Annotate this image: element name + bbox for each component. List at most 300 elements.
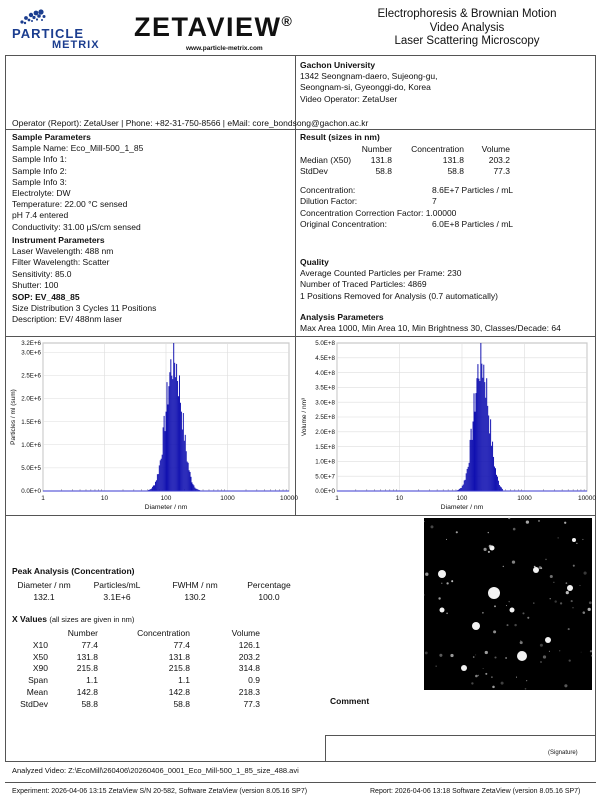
histogram-bar	[191, 482, 192, 491]
institution-name: Gachon University	[300, 60, 376, 70]
histogram-bar	[164, 416, 165, 491]
quality-line-3: 1 Positions Removed for Analysis (0.7 automatically)	[300, 290, 498, 301]
ccf-value: 1.00000	[425, 207, 457, 218]
histogram-bar	[501, 487, 502, 491]
xvalues-row-number: 142.8	[76, 686, 98, 697]
xvalues-row-volume: 203.2	[238, 651, 260, 662]
institution-block	[300, 60, 438, 105]
xvalues-row-label: Mean	[26, 686, 48, 697]
table-row	[12, 675, 260, 687]
particle-dot	[525, 688, 527, 690]
particle-dot	[558, 537, 559, 538]
histogram-bar	[478, 379, 479, 491]
histogram-bar	[194, 488, 195, 491]
particle-dot	[568, 587, 570, 589]
histogram-bar	[193, 485, 194, 491]
particle-dot	[550, 598, 551, 599]
particle-dot	[533, 567, 539, 573]
xvalues-header-concentration: Concentration	[137, 628, 190, 638]
analysis-block	[300, 312, 561, 334]
particle-dot	[446, 539, 447, 540]
histogram-bar	[484, 382, 485, 491]
concentration-value: 8.6E+7 Particles / mL	[432, 185, 514, 196]
table-row	[12, 640, 260, 652]
particle-dot	[488, 532, 489, 533]
particle-dot	[516, 677, 517, 678]
particle-dot	[564, 522, 566, 524]
original-concentration-label: Original Concentration:	[300, 218, 387, 229]
particle-dot	[540, 661, 541, 662]
signature-box	[325, 735, 596, 762]
volume-distribution-chart	[297, 338, 595, 514]
particle-dot	[584, 572, 587, 575]
y-tick-label: 4.5E+8	[315, 355, 335, 362]
histogram-bar	[477, 364, 478, 491]
particle-dot	[501, 682, 504, 685]
histogram-bar	[155, 482, 156, 491]
peak-header-particles: Particles/mL	[93, 580, 141, 590]
sample-title: Sample Parameters	[12, 132, 91, 142]
table-row	[12, 687, 260, 699]
quality-line-1: Average Counted Particles per Frame: 230	[300, 268, 462, 279]
xvalues-heading	[12, 614, 134, 625]
histogram-bar	[488, 415, 489, 491]
y-tick-label: 1.0E+6	[21, 441, 41, 449]
y-tick-label: 1.5E+8	[315, 443, 335, 451]
particle-dot	[583, 611, 586, 614]
y-tick-label: 5.0E+5	[21, 465, 41, 473]
particle-dot	[438, 570, 446, 578]
histogram-bar	[165, 431, 166, 491]
x-tick-label: 10	[395, 495, 404, 502]
particle-dot	[450, 654, 453, 657]
particle-dot	[559, 650, 560, 651]
x-tick-label: 1	[335, 495, 339, 502]
histogram-bar	[170, 359, 171, 491]
xvalues-table	[12, 628, 260, 711]
histogram-bar	[475, 393, 476, 491]
xvalues-row-volume: 77.3	[243, 698, 260, 709]
histogram-bar	[177, 381, 178, 491]
histogram-bar	[481, 364, 482, 491]
particle-dot	[540, 644, 543, 647]
histogram-bar	[471, 429, 472, 491]
analysis-title: Analysis Parameters	[300, 312, 384, 322]
instrument-line-3: Sensitivity: 85.0	[12, 268, 72, 279]
peak-percentage: 100.0	[258, 591, 280, 602]
particle-dot	[507, 624, 509, 626]
comment-label: Comment	[330, 696, 370, 706]
histogram-bar	[473, 422, 474, 491]
xvalues-header-number: Number	[67, 628, 98, 638]
sop-title: SOP: EV_488_85	[12, 292, 80, 302]
x-tick-label: 1000	[517, 495, 532, 502]
original-concentration-row	[300, 219, 590, 230]
histogram-bar	[462, 486, 463, 491]
result-header-volume: Volume	[481, 144, 510, 155]
particle-dot	[545, 559, 547, 561]
xvalues-subtitle: (all sizes are given in nm)	[49, 615, 135, 624]
sample-line-5: Electrolyte: DW	[12, 188, 71, 199]
xvalues-row-conc: 215.8	[168, 663, 190, 674]
histogram-bar	[485, 398, 486, 491]
particle-dot	[483, 668, 484, 669]
x-tick-label: 10000	[279, 495, 299, 502]
particle-dot	[436, 666, 437, 667]
divider-vertical-charts	[295, 336, 296, 515]
histogram-bar	[490, 419, 491, 491]
particle-dot	[472, 622, 480, 630]
histogram-bar	[154, 485, 155, 491]
histogram-bar	[167, 382, 168, 491]
histogram-bar	[163, 427, 164, 491]
particle-dot	[517, 651, 527, 661]
peak-table	[12, 580, 306, 603]
dilution-label: Dilution Factor:	[300, 196, 358, 207]
histogram-bar	[480, 343, 481, 491]
histogram-bar	[188, 463, 189, 491]
x-tick-label: 100	[160, 495, 172, 502]
peak-header-row	[12, 580, 306, 592]
experiment-line: Experiment: 2026-04-06 13:15 ZetaView S/N 20-582, Software ZetaView (version 8.05.16 SP7)	[12, 788, 308, 795]
particle-dot	[485, 673, 487, 675]
institution-line-2: Seongnam-si, Gyeonggi-do, Korea	[300, 82, 431, 93]
particle-dot	[514, 624, 516, 626]
table-row	[12, 592, 306, 604]
particle-dot	[588, 608, 591, 611]
xvalues-row-conc: 58.8	[173, 698, 190, 709]
histogram-bar	[167, 404, 168, 491]
particle-dot	[473, 656, 475, 658]
peak-title: Peak Analysis (Concentration)	[12, 566, 135, 576]
header-title	[342, 8, 592, 49]
particle-dot	[505, 657, 507, 659]
y-tick-label: 2.5E+8	[315, 414, 335, 422]
particle-dot	[550, 575, 553, 578]
xvalues-row-conc: 77.4	[173, 639, 190, 650]
particle-dot	[569, 659, 571, 661]
sample-line-1: Sample Name: Eco_Mill-500_1_85	[12, 143, 144, 154]
table-row	[300, 155, 510, 166]
quality-block	[300, 257, 498, 302]
y-tick-label: 3.5E+8	[315, 384, 335, 392]
product-title: ZETAVIEW	[134, 12, 282, 42]
particle-dot	[493, 630, 496, 633]
histogram-bar	[168, 386, 169, 491]
histogram-bar	[179, 375, 180, 491]
result-row-volume: 77.3	[493, 166, 510, 177]
xvalues-row-label: Span	[28, 675, 48, 686]
x-tick-label: 10000	[577, 495, 597, 502]
particle-dot	[519, 651, 521, 653]
particle-dot	[489, 545, 492, 548]
sample-line-2: Sample Info 1:	[12, 154, 67, 165]
histogram-bar	[159, 465, 160, 491]
histogram-bar	[178, 396, 179, 491]
result-title: Result (sizes in nm)	[300, 132, 380, 142]
histogram-bar	[176, 364, 177, 491]
particle-dot	[425, 573, 428, 576]
sop-line-2: Description: EV/ 488nm laser	[12, 314, 123, 325]
histogram-bar	[162, 455, 163, 491]
histogram-bar	[491, 446, 492, 491]
sop-parameters	[12, 292, 156, 326]
sample-line-8: Conductivity: 31.00 µS/cm sensed	[12, 221, 141, 232]
result-row-conc: 131.8	[442, 155, 464, 166]
y-axis-label: Particles / ml (sum)	[10, 389, 17, 445]
histogram-bar	[498, 481, 499, 491]
particle-dot	[441, 583, 442, 584]
particle-dot	[545, 637, 551, 643]
sop-line-1: Size Distribution 3 Cycles 11 Positions	[12, 303, 157, 314]
result-row-number: 58.8	[375, 166, 392, 177]
concentration-row	[300, 185, 590, 196]
histogram-bar	[495, 468, 496, 491]
histogram-bar	[464, 480, 465, 491]
histogram-bar	[153, 485, 154, 491]
histogram-bar	[468, 467, 469, 491]
sample-parameters	[12, 132, 143, 233]
particle-dot	[439, 654, 442, 657]
histogram-bar	[489, 433, 490, 491]
quality-line-2: Number of Traced Particles: 4869	[300, 279, 427, 290]
particle-dot	[440, 608, 445, 613]
y-tick-label: 3.0E+6	[21, 349, 41, 357]
peak-header-diameter: Diameter / nm	[17, 580, 71, 590]
particle-dot	[573, 565, 575, 567]
histogram-bar	[180, 403, 181, 491]
result-row-number: 131.8	[370, 155, 392, 166]
x-tick-label: 1000	[220, 495, 235, 502]
histogram-bar	[467, 469, 468, 491]
y-tick-label: 4.0E+8	[315, 369, 335, 377]
result-header-concentration: Concentration	[411, 144, 464, 155]
particle-dot	[482, 612, 484, 614]
particle-dot	[488, 551, 490, 553]
particle-dot	[431, 525, 434, 528]
dilution-value: 7	[432, 196, 437, 207]
particle-dot	[484, 548, 487, 551]
peak-header-fwhm: FWHM / nm	[172, 580, 218, 590]
y-tick-label: 1.5E+6	[21, 418, 41, 426]
particle-dot	[520, 640, 521, 641]
peak-diameter: 132.1	[33, 591, 55, 602]
histogram-bar	[191, 477, 192, 491]
registered-mark: ®	[281, 13, 294, 29]
logo-line1: PARTICLE	[12, 26, 85, 41]
number-distribution-chart	[6, 338, 299, 514]
histogram-bar	[190, 472, 191, 491]
xvalues-row-number: 58.8	[81, 698, 98, 709]
xvalues-row-volume: 218.3	[238, 686, 260, 697]
particle-dot	[527, 617, 529, 619]
divider-charts-bottom	[5, 515, 596, 516]
xvalues-row-conc: 1.1	[178, 675, 190, 686]
particle-dot	[512, 560, 515, 563]
result-block	[300, 132, 590, 230]
result-table	[300, 144, 510, 177]
product-name	[134, 12, 293, 43]
particle-dot	[456, 531, 458, 533]
x-axis-label: Diameter / nm	[440, 504, 484, 511]
particle-dot	[589, 601, 592, 604]
histogram-bar	[189, 470, 190, 491]
report-line: Report: 2026-04-06 13:18 Software ZetaView (version 8.05.16 SP7)	[370, 788, 581, 795]
y-tick-label: 0.0E+0	[315, 488, 335, 496]
y-tick-label: 5.0E+7	[315, 473, 335, 481]
histogram-bar	[160, 460, 161, 491]
result-header-number: Number	[361, 144, 392, 155]
x-axis-label: Diameter / nm	[144, 504, 188, 511]
x-tick-label: 100	[456, 495, 468, 502]
histogram-bar	[156, 480, 157, 491]
table-row	[300, 166, 510, 177]
histogram-bar	[479, 381, 480, 491]
xvalues-row-label: StdDev	[20, 698, 48, 709]
histogram-bar	[475, 412, 476, 491]
histogram-bar	[493, 457, 494, 491]
instrument-line-1: Laser Wavelength: 488 nm	[12, 246, 114, 257]
particle-dot	[580, 585, 581, 586]
histogram-bar	[169, 372, 170, 491]
website: www.particle-metrix.com	[186, 45, 263, 52]
operator-line: Operator (Report): ZetaUser | Phone: +82-31-750-8566 | eMail: core_bondsong@gachon.ac.kr	[12, 118, 369, 128]
particle-dot	[508, 517, 510, 519]
xvalues-row-conc: 142.8	[168, 686, 190, 697]
histogram-bar	[470, 440, 471, 491]
histogram-bar	[173, 343, 174, 491]
histogram-bar	[187, 462, 188, 491]
header-title-line-1: Electrophoresis & Brownian Motion	[377, 8, 557, 20]
particle-dot	[590, 650, 592, 652]
particle-dot	[520, 641, 523, 644]
particle-dot	[491, 676, 493, 678]
y-tick-label: 2.0E+8	[315, 429, 335, 436]
histogram-bar	[157, 474, 158, 491]
particle-dot	[582, 539, 583, 540]
particle-dot	[581, 652, 582, 653]
sample-line-7: pH 7.4 entered	[12, 210, 69, 221]
result-row-volume: 203.2	[488, 155, 510, 166]
histogram-bar	[486, 378, 487, 491]
y-tick-label: 3.2E+6	[21, 340, 41, 348]
histogram-bar	[181, 412, 182, 491]
histogram-bar	[463, 485, 464, 491]
histogram-bar	[500, 486, 501, 491]
histogram-bar	[171, 376, 172, 491]
xvalues-row-number: 131.8	[76, 651, 98, 662]
histogram-bar	[465, 480, 466, 491]
y-tick-label: 2.0E+6	[21, 395, 41, 403]
particle-dot	[543, 655, 546, 658]
particle-dot	[438, 597, 440, 599]
histogram-bar	[161, 459, 162, 491]
header-title-line-2: Video Analysis	[429, 21, 505, 34]
particle-dot	[576, 543, 577, 544]
y-tick-label: 2.5E+6	[21, 372, 41, 380]
particle-dot	[424, 521, 425, 522]
histogram-bar	[482, 378, 483, 491]
particle-dot	[522, 612, 524, 614]
analyzed-video: Analyzed Video: Z:\EcoMill\260406\20260406_0001_Eco_Mill-500_1_85_size_488.avi	[12, 766, 299, 775]
xvalues-row-volume: 126.1	[238, 639, 260, 650]
peak-particles: 3.1E+6	[103, 591, 131, 602]
result-row-conc: 58.8	[447, 166, 464, 177]
original-concentration-value: 6.0E+8 Particles / mL	[432, 218, 514, 229]
particle-dot	[571, 600, 573, 602]
particle-dot	[471, 682, 473, 684]
divider-charts-top	[5, 336, 596, 337]
particle-dot	[568, 628, 570, 630]
particle-dot	[526, 520, 529, 523]
particle-dot	[461, 665, 467, 671]
particle-dot	[475, 675, 478, 678]
xvalues-title: X Values	[12, 614, 47, 624]
table-row	[12, 652, 260, 664]
particle-dot	[494, 656, 496, 658]
histogram-bar	[184, 441, 185, 491]
particle-dot	[451, 580, 453, 582]
xvalues-row-number: 215.8	[76, 663, 98, 674]
xvalues-row-label: X50	[32, 651, 48, 662]
sample-line-6: Temperature: 22.00 °C sensed	[12, 199, 128, 210]
divider-vertical-params	[295, 129, 296, 336]
histogram-bar	[182, 430, 183, 491]
xvalues-header-volume: Volume	[231, 628, 260, 638]
xvalues-header-row	[12, 628, 260, 640]
particle-dot	[526, 680, 527, 681]
xvalues-row-number: 77.4	[81, 639, 98, 650]
signature-label: (Signature)	[548, 750, 578, 756]
result-row-label: Median (X50)	[300, 155, 352, 166]
histogram-bar	[496, 475, 497, 491]
analysis-line: Max Area 1000, Min Area 10, Min Brightness 30, Classes/Decade: 64	[300, 323, 561, 334]
particle-dot	[488, 592, 491, 595]
histogram-bar	[497, 477, 498, 491]
particle-dot	[494, 605, 496, 607]
histogram-bar	[172, 379, 173, 491]
histogram-bar	[185, 435, 186, 491]
particle-dot	[533, 602, 534, 603]
y-tick-label: 0.0E+0	[21, 488, 41, 496]
xvalues-row-number: 1.1	[86, 675, 98, 686]
logo	[12, 8, 142, 50]
particle-dot	[555, 600, 557, 602]
table-row	[12, 699, 260, 711]
concentration-label: Concentration:	[300, 185, 356, 196]
histogram-bar	[487, 406, 488, 491]
y-axis-label: Volume / nm³	[301, 397, 308, 437]
result-row-label: StdDev	[300, 166, 328, 177]
particle-dot	[549, 651, 550, 652]
logo-line2: METRIX	[52, 39, 100, 51]
histogram-bar	[476, 378, 477, 491]
particle-dot	[591, 655, 593, 657]
peak-fwhm: 130.2	[184, 591, 206, 602]
y-tick-label: 1.0E+8	[315, 458, 335, 466]
instrument-parameters	[12, 235, 113, 291]
histogram-bar	[499, 485, 500, 491]
histogram-bar	[469, 463, 470, 491]
instrument-line-2: Filter Wavelength: Scatter	[12, 257, 110, 268]
histogram-bar	[494, 467, 495, 491]
instrument-line-4: Shutter: 100	[12, 279, 59, 290]
microscopy-frame-image	[424, 518, 592, 690]
y-tick-label: 3.0E+8	[315, 399, 335, 407]
xvalues-row-label: X90	[32, 663, 48, 674]
y-tick-label: 5.0E+8	[315, 340, 335, 348]
result-header-row	[300, 144, 510, 155]
